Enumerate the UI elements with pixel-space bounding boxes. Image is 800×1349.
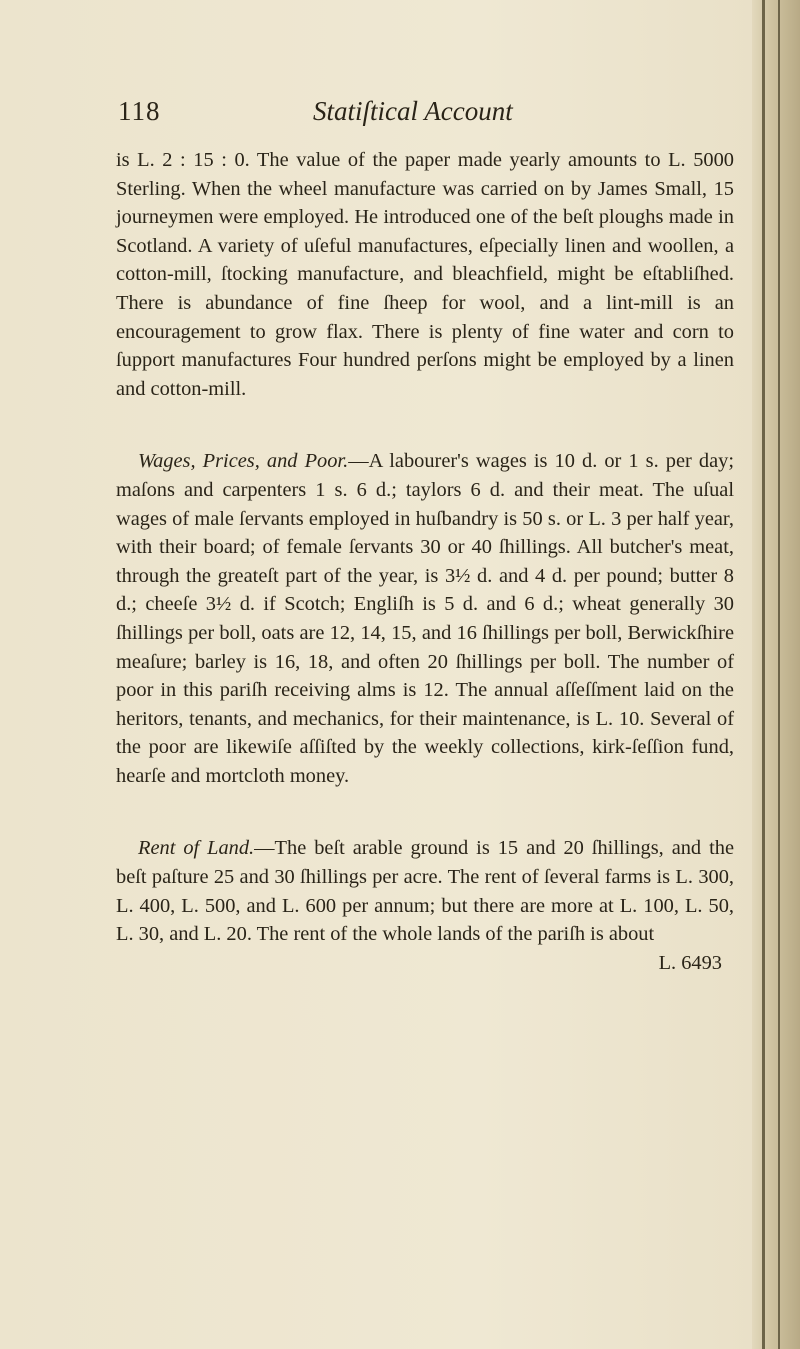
running-title: Statiſtical Account — [313, 96, 513, 126]
catchword: L. 6493 — [658, 951, 722, 974]
section-heading: Wages, Prices, and Poor. — [138, 450, 349, 473]
paragraph — [116, 834, 734, 977]
body-text — [116, 146, 734, 977]
edge-line — [762, 0, 765, 1349]
paragraph — [116, 146, 734, 403]
page-edge-shadow — [752, 0, 800, 1349]
paragraph-text: —A labourer's wages is 10 d. or 1 s. per day; maſons and carpenters 1 s. 6 d.; taylors 6 d. and their meat. The uſual wages of male ſervants employed in huſbandry is 50 s. or L. 3 per half year, with their board; of female ſervants 30 or 40 ſhillings. All butcher's meat, through the greateſt part of the year, is 3½ d. and 4 d. per pound; butter 8 d.; cheeſe 3½ d. if Scotch; Engliſh is 5 d. and 6 d.; wheat generally 30 ſhillings per boll, oats are 12, 14, 15, and 16 ſhillings per boll, Berwickſhire meaſure; barley is 16, 18, and often 20 ſhillings per boll. The number of poor in this pariſh receiving alms is 12. The annual aſſeſſment laid on the heritors, tenants, and mechanics, for their maintenance, is L. 10. Several of the poor are likewiſe aſſiſted by the weekly collections, kirk-ſeſſion fund, hearſe and mortcloth money. — [116, 450, 734, 787]
paragraph — [116, 447, 734, 790]
paragraph-text: —The beſt arable ground is 15 and 20 ſhillings, and the beſt paſture 25 and 30 ſhillings per acre. The rent of ſeveral farms is L. 300, L. 400, L. 500, and L. 600 per annum; but there are more at L. 100, L. 50, L. 30, and L. 20. The rent of the whole lands of the pariſh is about — [116, 837, 734, 946]
page-header — [108, 96, 728, 136]
section-heading: Rent of Land. — [138, 837, 255, 860]
paragraph-text: is L. 2 : 15 : 0. The value of the paper made yearly amounts to L. 5000 Sterling. When the wheel manufacture was carried on by James Small, 15 journeymen were employed. He introduced one of the beſt ploughs made in Scotland. A variety of uſeful manufactures, eſpecially linen and woollen, a cotton-mill, ſtocking manufacture, and bleachfield, might be eſtabliſhed. There is abundance of fine ſheep for wool, and a lint-mill is an encouragement to grow flax. There is plenty of fine water and corn to ſupport manufactures Four hundred perſons might be employed by a linen and cotton-mill. — [116, 149, 734, 400]
page-number: 118 — [118, 96, 161, 126]
edge-line — [778, 0, 780, 1349]
